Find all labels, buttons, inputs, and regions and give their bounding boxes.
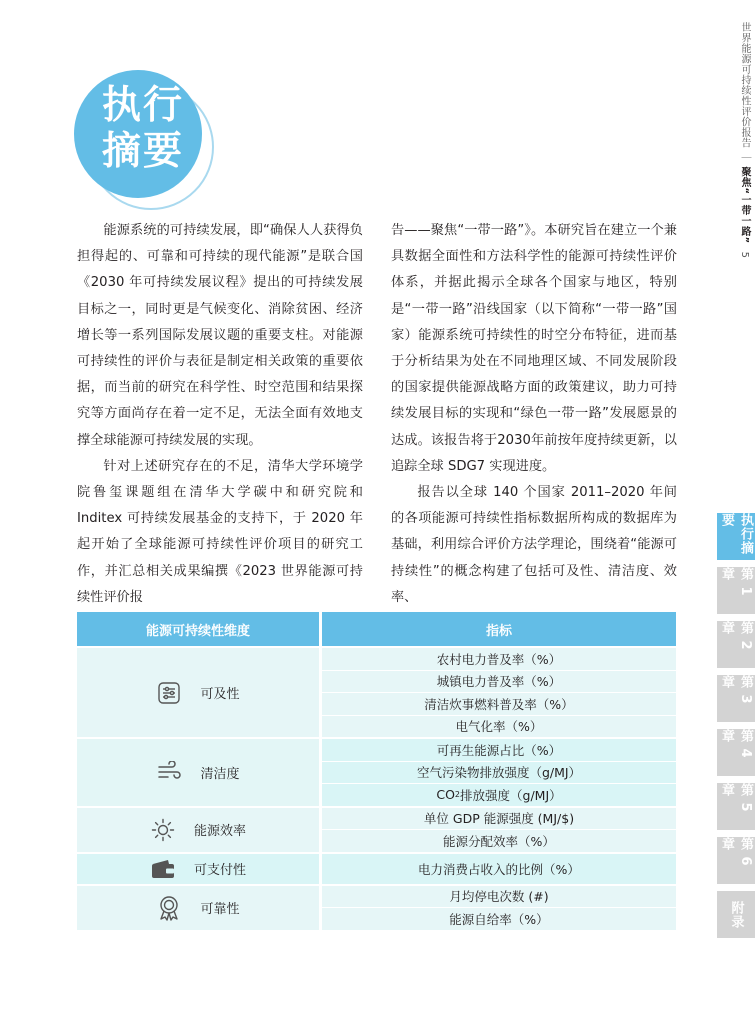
- indicator-list: [322, 739, 676, 806]
- indicator-cell: 可再生能源占比（%）: [322, 739, 676, 761]
- sliders-icon: [156, 680, 182, 706]
- tab-chapter-1[interactable]: 第 1 章: [717, 567, 755, 614]
- co2-prefix: CO: [436, 787, 455, 803]
- indicator-cell: 单位 GDP 能源强度 (MJ/$): [322, 808, 676, 830]
- title-line-1: 执行: [102, 83, 185, 128]
- indicator-cell: 空气污染物排放强度（g/MJ）: [322, 762, 676, 784]
- table-row-group: [77, 854, 676, 884]
- report-title: 世界能源可持续性评价报告: [739, 22, 750, 148]
- indicator-cell: 清洁炊事燃料普及率（%）: [322, 693, 676, 715]
- header-indicator: 指标: [322, 612, 676, 646]
- dimension-cell: [77, 886, 319, 930]
- paragraph: 针对上述研究存在的不足，清华大学环境学院鲁玺课题组在清华大学碳中和研究院和 Inditex 可持续发展基金的支持下，于 2020 年起开始了全球能源可持续性评价项目的研究工作，并汇总相关成果编撰《2023 世界能源可持续性评价报: [77, 458, 363, 605]
- dimension-label: 清洁度: [200, 766, 240, 782]
- indicator-cell: 农村电力普及率（%）: [322, 648, 676, 670]
- dimension-cell: [77, 739, 319, 806]
- award-icon: [156, 895, 182, 921]
- indicator-cell: 电气化率（%）: [322, 716, 676, 738]
- indicator-cell: 能源分配效率（%）: [322, 830, 676, 852]
- dimension-label: 可及性: [200, 687, 240, 702]
- wallet-icon: [150, 856, 176, 882]
- tab-chapter-4[interactable]: 第 4 章: [717, 729, 755, 776]
- wind-icon: [156, 759, 182, 785]
- dimension-cell: [77, 808, 319, 852]
- dimension-cell: [77, 648, 319, 737]
- co2-suffix: 排放强度（g/MJ）: [460, 787, 562, 803]
- indicator-cell-co2: [322, 784, 676, 806]
- table-row-group: [77, 648, 676, 737]
- sun-icon: [150, 817, 176, 843]
- indicator-list: [322, 808, 676, 852]
- body-left-column: [77, 218, 363, 611]
- report-focus: 聚焦“一带一路”: [739, 166, 750, 244]
- dimension-cell: [77, 854, 319, 884]
- section-title-badge: [74, 70, 210, 206]
- indicator-cell: 城镇电力普及率（%）: [322, 671, 676, 693]
- tab-chapter-6[interactable]: 第 6 章: [717, 837, 755, 884]
- running-header: 世界能源可持续性评价报告｜聚焦“一带一路”5: [739, 22, 750, 259]
- paragraph: 告——聚焦“一带一路”》。本研究旨在建立一个兼具数据全面性和方法科学性的能源可持续性评价体系，并据此揭示全球各个国家与地区，特别是“一带一路”沿线国家（以下简称“一带一路”国家）能源系统可持续性的时空分布特征，进而基于分析结果为处在不同地理区域、不同发展阶段的国家提供能源战略方面的政策建议，助力可持续发展目标的实现和“绿色一带一路”发展愿景的达成。该报告将于2030年前按年度持续更新，以追踪全球 SDG7 实现进度。: [391, 223, 677, 474]
- co2-subscript: 2: [454, 790, 461, 800]
- paragraph: 报告以全球 140 个国家 2011–2020 年间的各项能源可持续性指标数据所构成的数据库为基础，利用综合评价方法学理论，围绕着“能源可持续性”的概念构建了包括可及性、清洁度、效率、: [391, 485, 677, 605]
- indicator-list: [322, 648, 676, 737]
- tab-appendix[interactable]: 附录: [717, 891, 755, 938]
- table-header: [77, 612, 676, 646]
- tab-chapter-3[interactable]: 第 3 章: [717, 675, 755, 722]
- tab-executive-summary[interactable]: 执行摘要: [717, 513, 755, 560]
- indicator-list: [322, 854, 676, 884]
- indicator-cell: 电力消费占收入的比例（%）: [322, 854, 676, 884]
- paragraph: 能源系统的可持续发展，即“确保人人获得负担得起的、可靠和可持续的现代能源”是联合国《2030 年可持续发展议程》提出的可持续发展目标之一，同时更是气候变化、消除贫困、经济增长等一系列国际发展议题的重要支柱。对能源可持续性的评价与表征是制定相关政策的重要依据，而当前的研究在科学性、时空范围和结果探究等方面尚存在着一定不足，无法全面有效地支撑全球能源可持续发展的实现。: [77, 223, 363, 448]
- table-row-group: [77, 739, 676, 806]
- page-number: 5: [739, 251, 750, 259]
- dimension-label: 可靠性: [200, 902, 240, 917]
- dimension-label: 能源效率: [193, 824, 246, 839]
- indicator-cell: 能源自给率（%）: [322, 908, 676, 930]
- indicator-cell: 月均停电次数 (#): [322, 886, 676, 908]
- indicator-list: [322, 886, 676, 930]
- tab-chapter-2[interactable]: 第 2 章: [717, 621, 755, 668]
- title-line-2: 摘要: [102, 129, 185, 174]
- table-row-group: [77, 808, 676, 852]
- indicator-table: [77, 612, 676, 930]
- header-dimension: 能源可持续性维度: [77, 612, 319, 646]
- dimension-label: 可支付性: [193, 863, 246, 878]
- table-row-group: [77, 886, 676, 930]
- tab-chapter-5[interactable]: 第 5 章: [717, 783, 755, 830]
- body-right-column: [391, 218, 677, 611]
